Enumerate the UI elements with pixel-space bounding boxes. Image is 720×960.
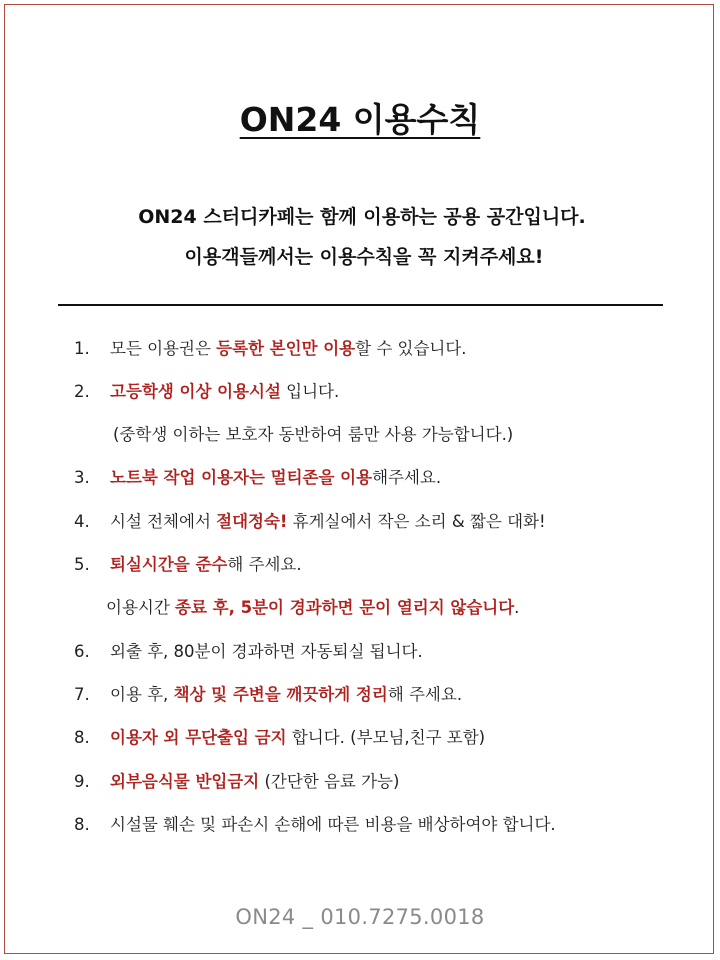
rule-number: 5. <box>74 555 90 574</box>
rule-number: 2. <box>74 382 90 401</box>
rule-number: 4. <box>74 512 90 531</box>
rule-item-5 <box>0 550 720 580</box>
rule-note-text <box>106 593 519 623</box>
rule-item-10 <box>0 810 720 840</box>
rule-text-plain: 이용시간 <box>106 598 176 617</box>
rule-text: 시설물 훼손 및 파손시 손해에 따른 비용을 배상하여야 합니다. <box>110 815 556 834</box>
rule-text-plain: 이용 후, <box>110 685 174 704</box>
rule-text-plain: 입니다. <box>280 382 340 401</box>
rule-text-plain: 할 수 있습니다. <box>355 339 467 358</box>
intro-line-2: 이용객들께서는 이용수칙을 꼭 지켜주세요! <box>184 246 544 268</box>
rule-text-plain: 시설 전체에서 <box>110 512 217 531</box>
rule-text-plain: 해주세요. <box>372 468 442 487</box>
rule-text-highlight: 퇴실시간을 준수 <box>110 555 228 574</box>
rule-text-plain: . <box>514 598 520 617</box>
rule-number: 8. <box>74 815 90 834</box>
rule-text-highlight: 등록한 본인만 이용 <box>216 339 356 358</box>
rule-number: 8. <box>74 728 90 747</box>
rule-text-highlight: 노트북 작업 이용자는 멀티존을 이용 <box>110 468 373 487</box>
rule-note-5 <box>0 593 720 623</box>
rule-text-plain: 합니다. (부모님,친구 포함) <box>286 728 486 747</box>
rule-number: 6. <box>74 642 90 661</box>
rule-text-plain: 해 주세요. <box>227 555 302 574</box>
rule-number: 7. <box>74 685 90 704</box>
rule-text-highlight: 책상 및 주변을 깨끗하게 정리 <box>173 685 388 704</box>
rule-item-6 <box>0 637 720 667</box>
rule-item-2 <box>0 377 720 407</box>
rule-text-highlight: 외부음식물 반입금지 <box>110 772 260 791</box>
rule-text <box>110 377 339 407</box>
rule-number: 1. <box>74 339 90 358</box>
rule-item-4 <box>0 507 720 537</box>
rule-text <box>110 463 441 493</box>
rule-item-8 <box>0 723 720 753</box>
rule-number: 3. <box>74 468 90 487</box>
rule-text <box>110 550 302 580</box>
rule-item-3 <box>0 463 720 493</box>
rule-item-1 <box>0 334 720 364</box>
title-text: ON24 이용수칙 <box>239 100 481 139</box>
rule-item-9 <box>0 767 720 797</box>
rule-text-plain: 휴게실에서 작은 소리 & 짧은 대화! <box>287 512 546 531</box>
rule-text-highlight: 이용자 외 무단출입 금지 <box>110 728 287 747</box>
rule-text-highlight: 종료 후, 5분이 경과하면 문이 열리지 않습니다 <box>175 598 515 617</box>
rule-text: 외출 후, 80분이 경과하면 자동퇴실 됩니다. <box>110 642 423 661</box>
contact-footer: ON24 _ 010.7275.0018 <box>235 905 485 929</box>
rule-text <box>110 723 485 753</box>
rule-item-7 <box>0 680 720 710</box>
rule-note-text: (중학생 이하는 보호자 동반하여 룸만 사용 가능합니다.) <box>113 425 514 444</box>
rule-number: 9. <box>74 772 90 791</box>
rule-text <box>110 507 546 537</box>
rule-note-2 <box>0 420 720 450</box>
rule-text-highlight: 절대정숙! <box>216 512 288 531</box>
rule-text <box>110 767 399 797</box>
rule-text <box>110 680 462 710</box>
intro-line-1: ON24 스터디카페는 함께 이용하는 공용 공간입니다. <box>138 206 586 228</box>
rule-text-plain: 해 주세요. <box>387 685 463 704</box>
rule-text <box>110 334 467 364</box>
rule-text-plain: (간단한 음료 가능) <box>259 772 400 791</box>
rule-text-plain: 모든 이용권은 <box>110 339 217 358</box>
rule-text-highlight: 고등학생 이상 이용시설 <box>110 382 281 401</box>
